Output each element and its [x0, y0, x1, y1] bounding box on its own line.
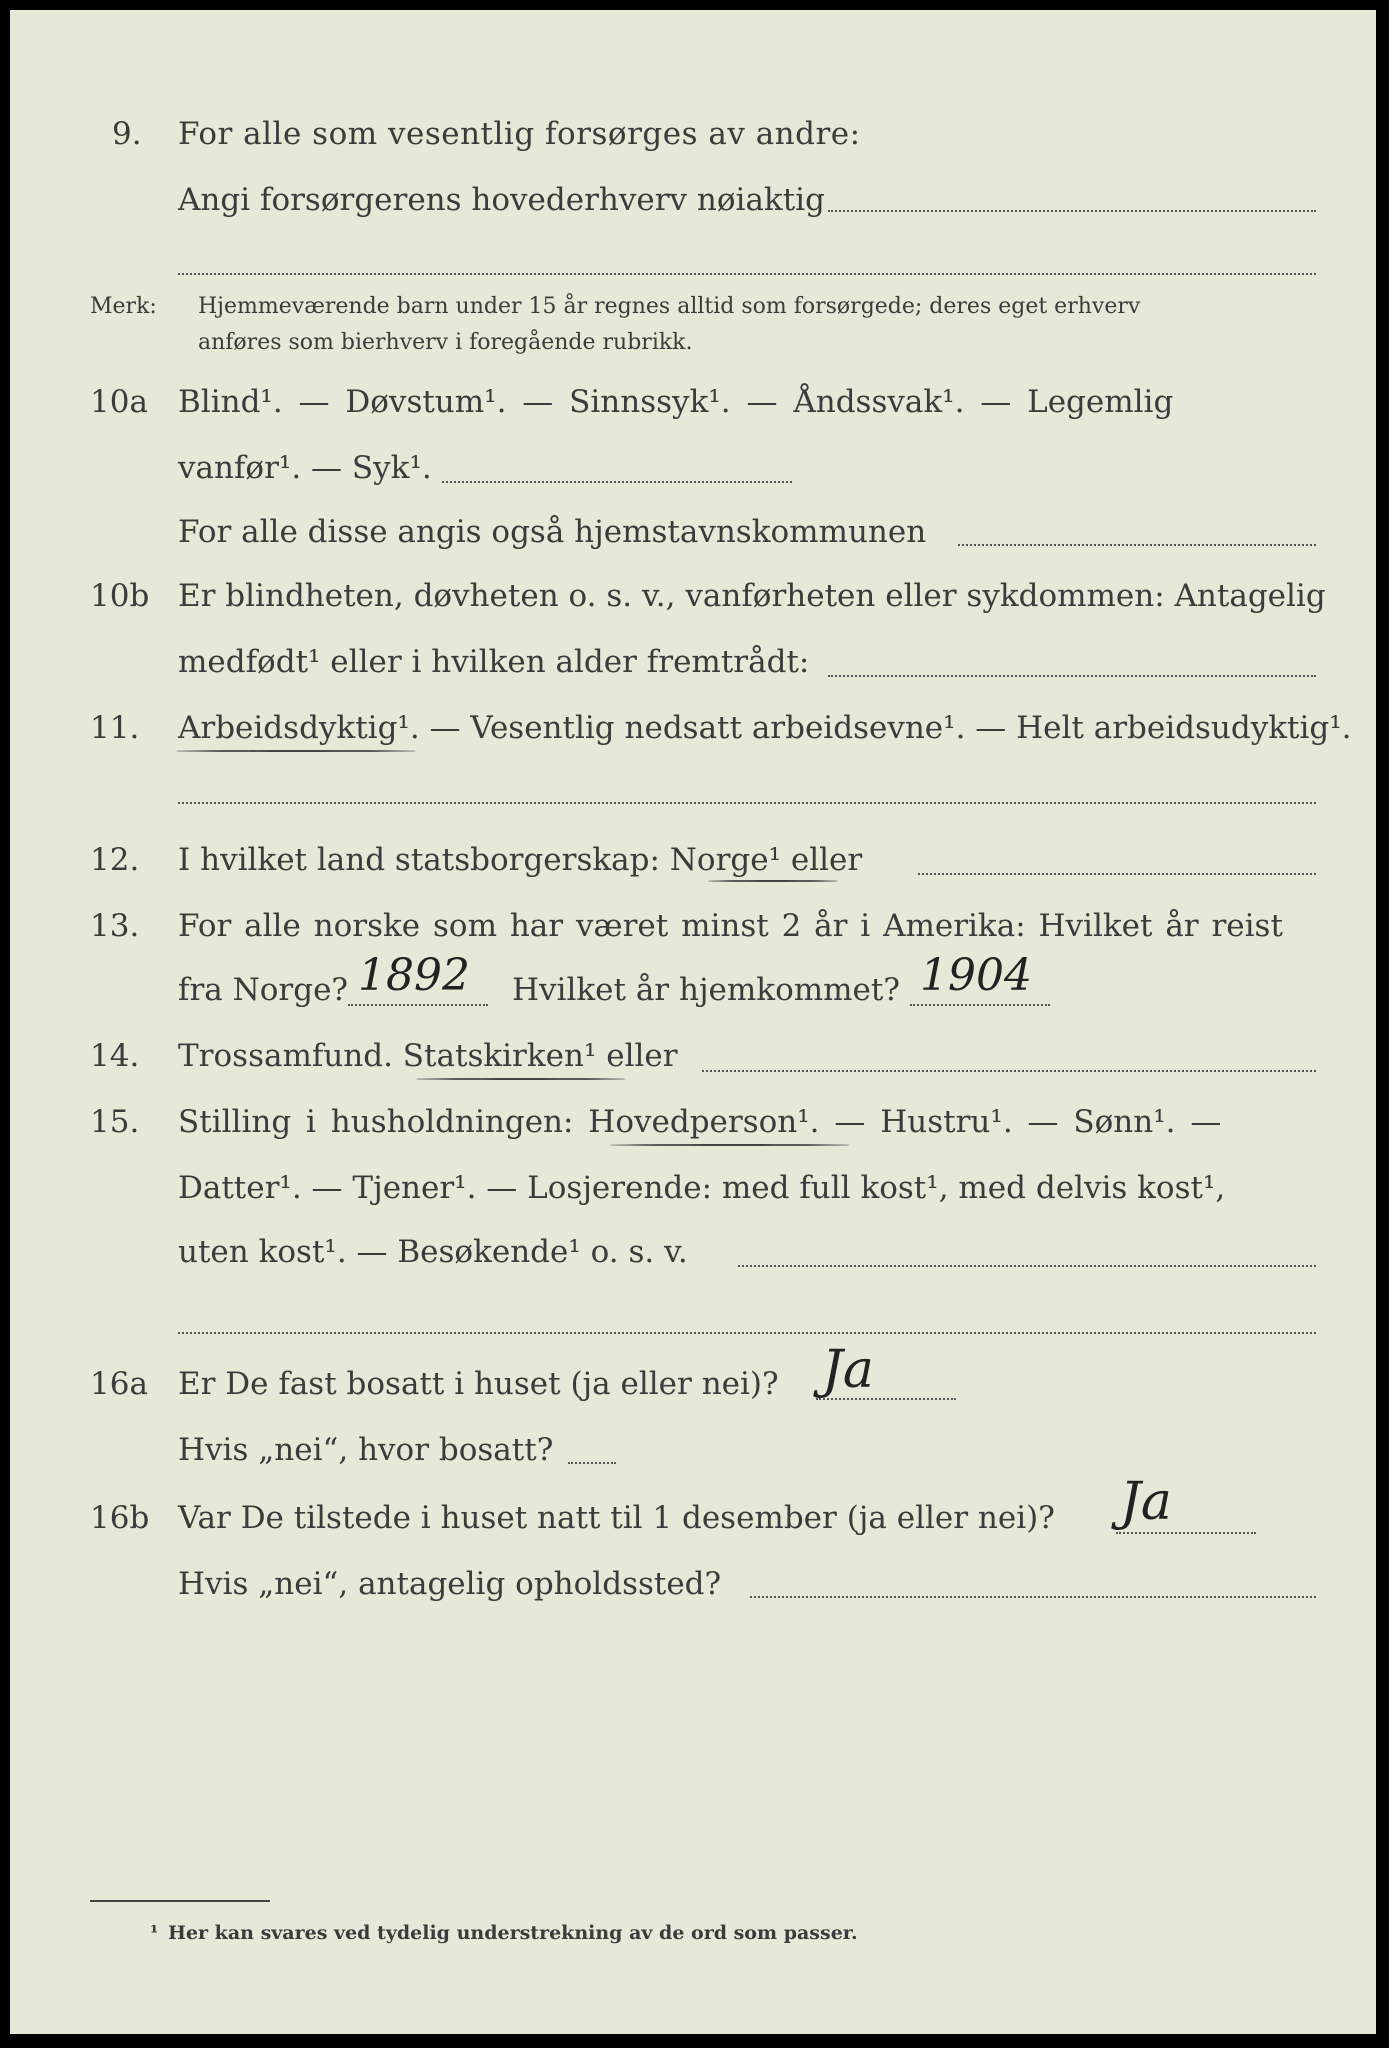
q9-number: 9.: [112, 116, 142, 152]
q13-answer2-rule: [910, 1004, 1050, 1006]
q16b-line1: Var De tilstede i huset natt til 1 desember (ja eller nei)?: [178, 1500, 1055, 1536]
q10a-line2: vanfør¹. — Syk¹.: [178, 450, 432, 486]
q13-line1: For alle norske som har været minst 2 år i Amerika: Hvilket år reist: [178, 908, 1283, 944]
merk-line1: Hjemmeværende barn under 15 år regnes alltid som forsørgede; deres eget erhverv: [198, 294, 1141, 319]
q13-number: 13.: [90, 908, 140, 944]
q15-number: 15.: [90, 1104, 140, 1140]
q11-answer-rule: [178, 802, 1316, 804]
q16a-location-rule: [568, 1462, 616, 1464]
q16a-line1: Er De fast bosatt i huset (ja eller nei)?: [178, 1366, 779, 1402]
q10b-number: 10b: [90, 578, 150, 614]
q15-answer-rule-2: [178, 1332, 1316, 1334]
q16b-answer: Ja: [1120, 1472, 1172, 1532]
q12-number: 12.: [90, 842, 140, 878]
q9-line1: For alle som vesentlig forsørges av andre:: [178, 116, 861, 152]
footnote-divider: [90, 1900, 270, 1902]
merk-line2: anføres som bierhverv i foregående rubrikk.: [198, 330, 693, 355]
q15-answer-rule: [738, 1265, 1316, 1267]
q16a-line2: Hvis „nei“, hvor bosatt?: [178, 1432, 554, 1468]
merk-label: Merk:: [90, 294, 157, 319]
q14-line1: Trossamfund. Statskirken¹ eller: [178, 1038, 678, 1074]
q16a-answer: Ja: [822, 1340, 874, 1400]
q16b-number: 16b: [90, 1500, 150, 1536]
q16b-answer-rule: [1116, 1532, 1256, 1534]
q14-number: 14.: [90, 1038, 140, 1074]
q10a-answer-rule: [442, 481, 792, 483]
q13-line2a: fra Norge?: [178, 972, 349, 1008]
q15-line3: uten kost¹. — Besøkende¹ o. s. v.: [178, 1234, 688, 1270]
q11-handwritten-underline: [176, 750, 416, 752]
footnote-mark: ¹: [150, 1922, 159, 1944]
q9-line2: Angi forsørgerens hovederhverv nøiaktig: [178, 182, 825, 218]
q10a-number: 10a: [90, 384, 148, 420]
q16a-number: 16a: [90, 1366, 148, 1402]
q15-handwritten-underline: [610, 1144, 850, 1146]
q16b-location-rule: [750, 1596, 1316, 1598]
q10a-line1: Blind¹. — Døvstum¹. — Sinnssyk¹. — Åndssvak¹. — Legemlig: [178, 384, 1174, 420]
q9-answer-rule: [828, 210, 1316, 212]
q10b-line1: Er blindheten, døvheten o. s. v., vanførheten eller sykdommen: Antagelig: [178, 578, 1326, 614]
q10a-hometown-rule: [958, 544, 1316, 546]
q13-answer-year-return: 1904: [920, 950, 1032, 1001]
census-form-page: [10, 10, 1376, 2034]
q13-line2b: Hvilket år hjemkommet?: [512, 972, 900, 1008]
q12-answer-rule: [918, 873, 1316, 875]
q11-number: 11.: [90, 710, 140, 746]
q12-line1: I hvilket land statsborgerskap: Norge¹ eller: [178, 842, 863, 878]
q13-answer1-rule: [348, 1004, 488, 1006]
q14-handwritten-underline: [416, 1078, 626, 1080]
q15-line2: Datter¹. — Tjener¹. — Losjerende: med full kost¹, med delvis kost¹,: [178, 1170, 1226, 1206]
q11-line1: Arbeidsdyktig¹. — Vesentlig nedsatt arbeidsevne¹. — Helt arbeidsudyktig¹.: [178, 710, 1352, 746]
q12-handwritten-underline: [708, 880, 838, 882]
q16a-answer-rule: [816, 1398, 956, 1400]
q9-answer-rule-2: [178, 273, 1316, 275]
q10b-answer-rule: [828, 675, 1316, 677]
q13-answer-year-left: 1892: [358, 950, 470, 1001]
q14-answer-rule: [702, 1070, 1316, 1072]
q16b-line2: Hvis „nei“, antagelig opholdssted?: [178, 1566, 722, 1602]
q10b-line2: medfødt¹ eller i hvilken alder fremtrådt:: [178, 644, 810, 680]
q10a-line3: For alle disse angis også hjemstavnskommunen: [178, 514, 927, 550]
q15-line1: Stilling i husholdningen: Hovedperson¹. — Hustru¹. — Sønn¹. —: [178, 1104, 1222, 1140]
footnote-text: Her kan svares ved tydelig understrekning av de ord som passer.: [168, 1922, 858, 1944]
